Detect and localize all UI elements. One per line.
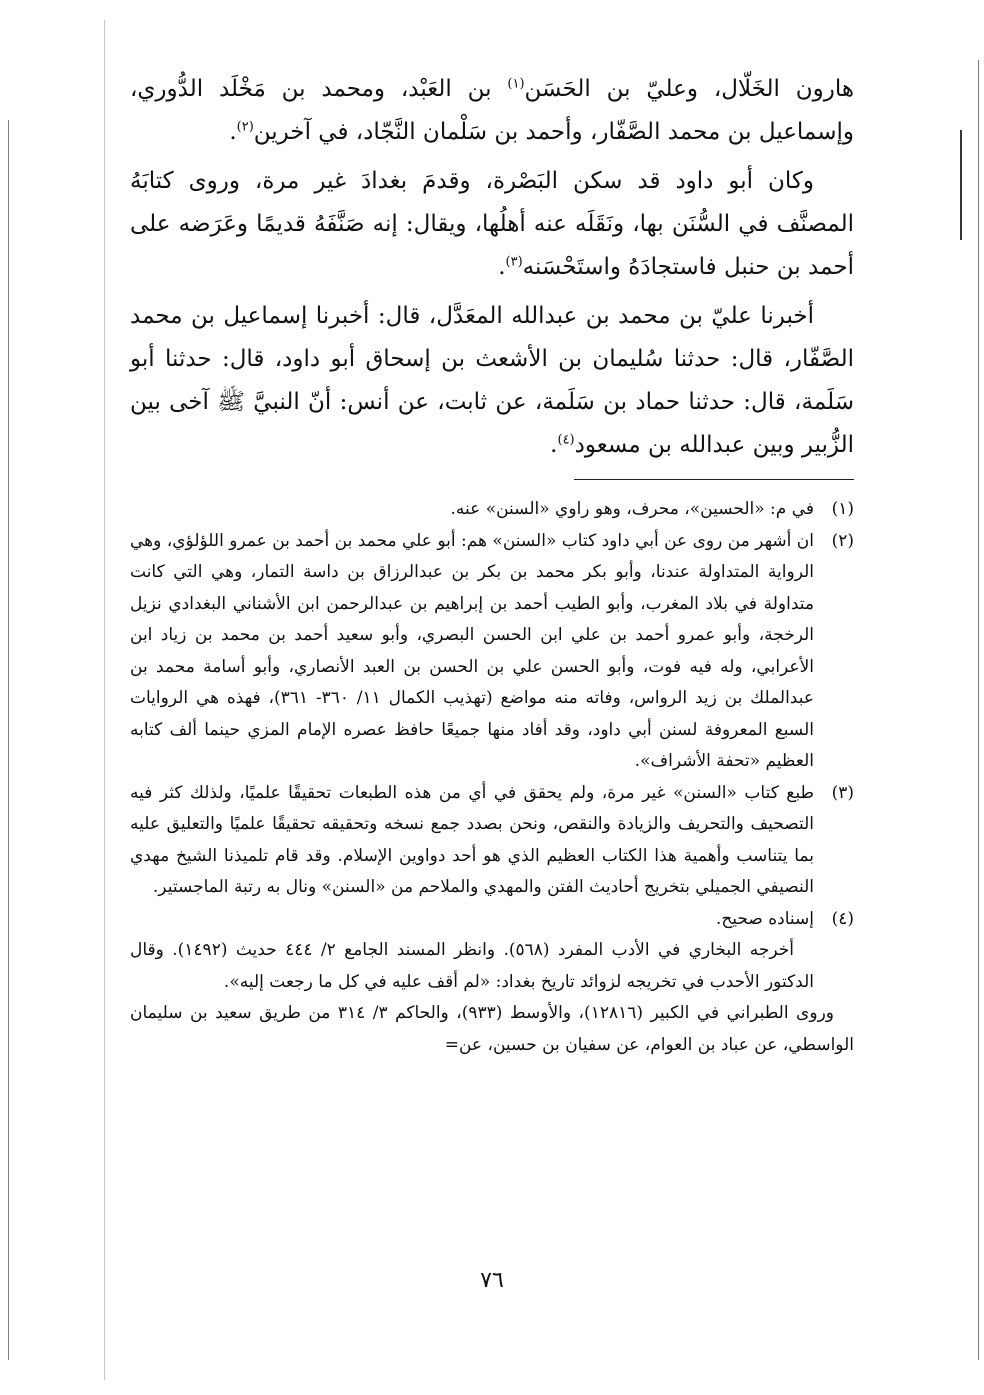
footnote-number: (٢)	[831, 530, 854, 551]
scan-edge-line-left-inner	[104, 20, 105, 1380]
footnote-body	[130, 526, 814, 778]
footnote-text: أخرجه البخاري في الأدب المفرد (٥٦٨). وانظر المسند الجامع ٢/ ٤٤٤ حديث (١٤٩٢). وقال الدكتور الأحدب في تخريجه لزوائد تاريخ بغداد: «لم أقف عليه في كل ما رجعت إليه».	[130, 940, 814, 992]
footnote-body	[130, 494, 814, 526]
footnote-reference: (٤)	[557, 432, 575, 448]
footnote-reference: (٢)	[236, 119, 254, 135]
text-run: بن العَبْد، ومحمد بن مَخْلَد الدُّوري، وإسماعيل بن محمد الصَّفّار، وأحمد بن سَلْمان النَّجّاد، في آخرين	[130, 76, 854, 145]
text-run: هارون الخَلّال، وعليّ بن الحَسَن	[524, 76, 854, 102]
page-number: ٧٦	[480, 1268, 504, 1293]
footnote-3	[130, 778, 854, 904]
footnote-reference: (٣)	[505, 254, 523, 270]
footnote-number: (٣)	[831, 782, 854, 803]
footnote-text: في م: «الحسين»، محرف، وهو راوي «السنن» عنه.	[450, 499, 814, 519]
footnote-2	[130, 526, 854, 778]
scan-edge-line-right-thick	[960, 130, 962, 240]
text-run: أخبرنا عليّ بن محمد بن عبدالله المعَدَّل، قال: أخبرنا إسماعيل بن محمد الصَّفّار، قال: حدثنا سُليمان بن الأشعث بن إسحاق أبو داود، قال: حدثنا أبو سَلَمة، قال: حدثنا حماد بن سَلَمة، عن ثابت، عن أنس: أنّ النبيَّ ﷺ آخى بين الزُّبير وبين عبدالله بن مسعود	[130, 303, 854, 458]
footnote-text: ان أشهر من روى عن أبي داود كتاب «السنن» هم: أبو علي محمد بن أحمد بن عمرو اللؤلؤي، وهي الرواية المتداولة عندنا، وأبو بكر محمد بن بكر بن عبدالرزاق بن داسة التمار، وهي التي كانت متداولة في بلاد المغرب، وأبو الطيب أحمد بن إبراهيم بن عبدالرحمن ابن الأشناني البغدادي نزيل الرخجة، وأبو عمرو أحمد بن علي ابن الحسن البصري، وأبو سعيد أحمد بن محمد بن زياد ابن الأعرابي، وله فيه فوت، وأبو الحسن علي بن الحسن بن العبد الأنصاري، وأبو أسامة محمد بن عبدالملك بن زيد الرواس، وفاته منه مواضع (تهذيب الكمال ١١/ ٣٦٠- ٣٦١)، فهذه هي الروايات السبع المعروفة لسنن أبي داود، وقد أفاد منها جميعًا حافظ عصره الإمام المزي حينما ألف كتابه العظيم «تحفة الأشراف».	[130, 530, 815, 771]
text-run: .	[229, 119, 237, 145]
footnote-reference: (١)	[507, 76, 525, 92]
footnote-text: طبع كتاب «السنن» غير مرة، ولم يحقق في أي من هذه الطبعات تحقيقًا علميًا، ولذلك كثر فيه التصحيف والتحريف والزيادة والنقص، ونحن بصدد جمع نسخه وتحقيقه تحقيقًا علميًا والتعليق عليه بما يتناسب وأهمية هذا الكتاب العظيم الذي هو أحد دواوين الإسلام. وقد قام تلميذنا الشيخ مهدي النصيفي الجميلي بتخريج أحاديث الفتن والمهدي والملاحم من «السنن» ونال به رتبة الماجستير.	[130, 782, 814, 897]
main-paragraph-1	[130, 68, 854, 154]
footnote-1	[130, 494, 854, 526]
main-paragraph-2	[130, 160, 854, 289]
text-run: .	[498, 254, 506, 280]
scan-edge-line-left	[8, 120, 9, 1360]
footnote-body	[130, 904, 814, 999]
text-run: وكان أبو داود قد سكن البَصْرة، وقدمَ بغدادَ غير مرة، وروى كتابَهُ المصنَّف في السُّنَن بها، ونَقَلَه عنه أهلُها، ويقال: إنه صَنَّفَهُ قديمًا وعَرَضه على أحمد بن حنبل فاستجادَهُ واستَحْسَنه	[130, 168, 854, 280]
main-text	[130, 68, 854, 467]
footnote-number: (١)	[831, 499, 854, 519]
footnotes	[130, 494, 854, 1061]
footnote-text: إسناده صحيح.	[715, 908, 814, 929]
footnote-body	[130, 778, 814, 904]
footnote-number: (٤)	[831, 908, 854, 929]
footnote-separator-rule	[574, 479, 854, 480]
text-run: .	[550, 432, 558, 458]
main-paragraph-3	[130, 295, 854, 467]
footnote-continuation: وروى الطبراني في الكبير (١٢٨١٦)، والأوسط (٩٣٣)، والحاكم ٣/ ٣١٤ من طريق سعيد بن سليمان الواسطي، عن عباد بن العوام، عن سفيان بن حسين، عن=	[130, 1003, 854, 1055]
scan-edge-line-right	[978, 60, 979, 1360]
book-page	[130, 68, 854, 1061]
footnote-4	[130, 904, 854, 999]
